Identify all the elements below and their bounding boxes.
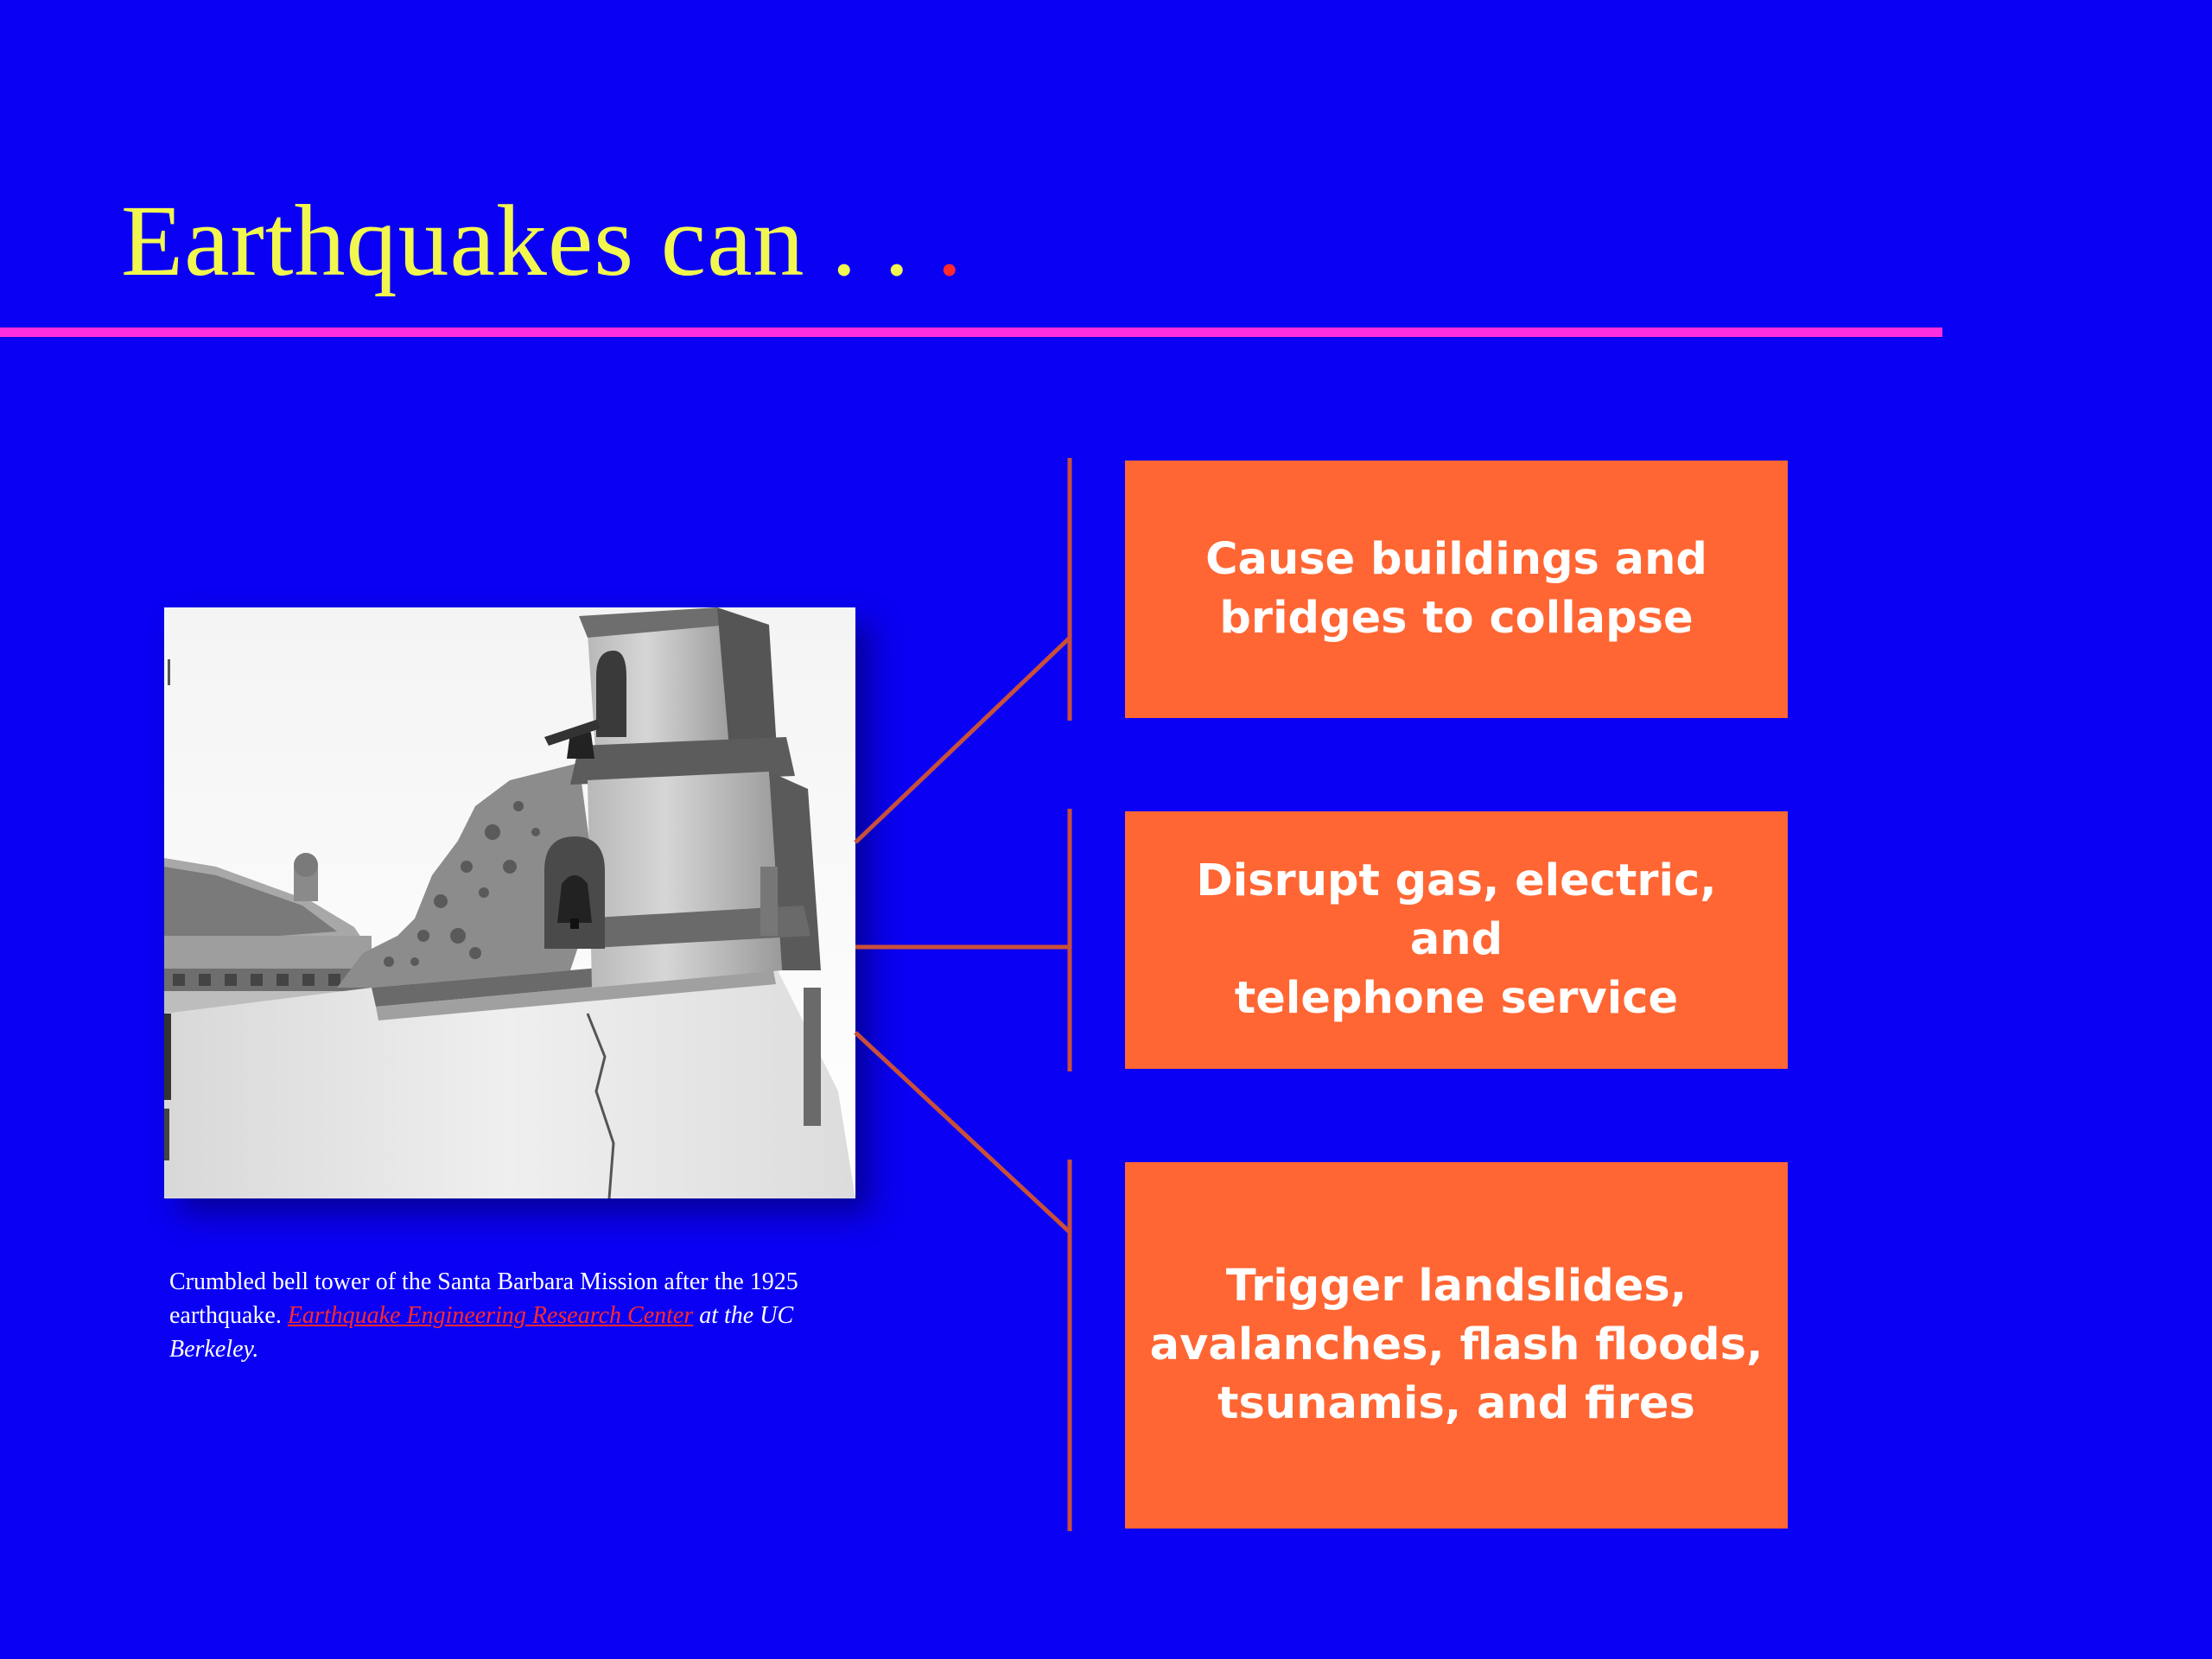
effect-3-line-2: avalanches, flash floods, bbox=[1149, 1319, 1764, 1370]
effect-3-line-3: tsunamis, and fires bbox=[1217, 1378, 1695, 1429]
effect-3-line-1: Trigger landslides, bbox=[1225, 1261, 1688, 1312]
connector-line-3 bbox=[855, 1033, 1070, 1232]
effect-box-trigger-disasters bbox=[1125, 1162, 1788, 1529]
slide-title bbox=[121, 184, 963, 297]
title-divider bbox=[0, 327, 1942, 337]
slide-title-red-dot: . bbox=[936, 184, 963, 297]
effect-2-line-1: Disrupt gas, electric, and bbox=[1196, 855, 1717, 965]
caption-text: Crumbled bell tower of the Santa Barbara Mission after the 1925 earthquake. bbox=[169, 1268, 798, 1329]
photo-caption bbox=[169, 1265, 878, 1366]
effect-1-line-2: bridges to collapse bbox=[1219, 593, 1694, 644]
effect-box-collapse bbox=[1125, 461, 1788, 718]
connector-line-1 bbox=[855, 638, 1070, 842]
caption-link-eerc[interactable]: Earthquake Engineering Research Center bbox=[287, 1302, 694, 1329]
effect-1-line-1: Cause buildings and bbox=[1205, 534, 1707, 585]
bell-tower-photo bbox=[164, 607, 855, 1198]
slide-title-text: Earthquakes can . . bbox=[121, 184, 937, 297]
effect-box-disrupt-services bbox=[1125, 811, 1788, 1069]
caption-tail: at the UC Berkeley. bbox=[169, 1302, 794, 1363]
effect-2-line-2: telephone service bbox=[1234, 973, 1679, 1024]
